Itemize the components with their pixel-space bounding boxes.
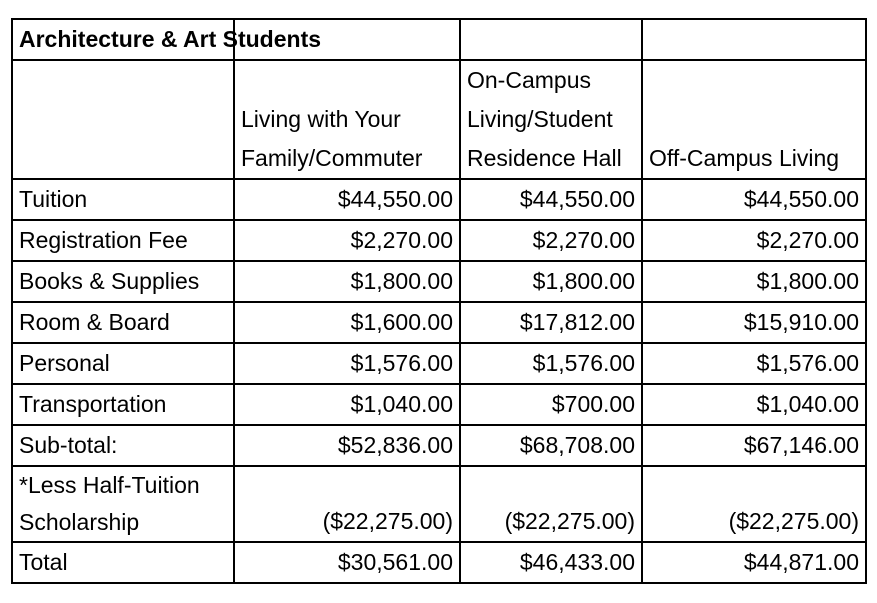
header-line: On-Campus [467, 67, 591, 93]
table-row-books-supplies [12, 261, 866, 302]
amount-cell: ($22,275.00) [234, 466, 460, 542]
title-row [12, 19, 866, 60]
cost-of-attendance-table [11, 18, 867, 584]
column-header-off-campus [642, 60, 866, 179]
amount-cell: $52,836.00 [234, 425, 460, 466]
label-line: *Less Half-Tuition [19, 472, 200, 498]
row-label: Room & Board [12, 302, 234, 343]
amount-cell: $1,576.00 [460, 343, 642, 384]
row-label: Transportation [12, 384, 234, 425]
amount-cell: $1,800.00 [234, 261, 460, 302]
table-row-scholarship [12, 466, 866, 542]
table-row-registration-fee [12, 220, 866, 261]
header-line: Living with Your [241, 106, 401, 132]
amount-cell: $1,576.00 [642, 343, 866, 384]
amount-cell: $44,550.00 [460, 179, 642, 220]
amount-cell: $17,812.00 [460, 302, 642, 343]
amount-cell: ($22,275.00) [460, 466, 642, 542]
amount-cell: $2,270.00 [234, 220, 460, 261]
table-row-tuition [12, 179, 866, 220]
table-row-total [12, 542, 866, 583]
amount-cell: $1,040.00 [642, 384, 866, 425]
amount-cell: $2,270.00 [642, 220, 866, 261]
amount-cell: $44,871.00 [642, 542, 866, 583]
amount-cell: $1,800.00 [460, 261, 642, 302]
row-label: Books & Supplies [12, 261, 234, 302]
header-line: Family/Commuter [241, 145, 423, 171]
row-label: Tuition [12, 179, 234, 220]
amount-cell: $15,910.00 [642, 302, 866, 343]
amount-cell: $700.00 [460, 384, 642, 425]
header-line: Residence Hall [467, 145, 622, 171]
row-label: Total [12, 542, 234, 583]
table-row-subtotal [12, 425, 866, 466]
amount-cell: $44,550.00 [234, 179, 460, 220]
empty-title-cell [642, 19, 866, 60]
header-line: Living/Student [467, 106, 613, 132]
row-label [12, 466, 234, 542]
row-label: Personal [12, 343, 234, 384]
row-label: Registration Fee [12, 220, 234, 261]
amount-cell: $1,040.00 [234, 384, 460, 425]
column-header-on-campus [460, 60, 642, 179]
table-row-personal [12, 343, 866, 384]
column-header-row [12, 60, 866, 179]
amount-cell: $68,708.00 [460, 425, 642, 466]
label-line: Scholarship [19, 509, 140, 535]
table-row-room-board [12, 302, 866, 343]
amount-cell: $1,576.00 [234, 343, 460, 384]
amount-cell: $1,800.00 [642, 261, 866, 302]
header-line [649, 100, 859, 139]
row-label: Sub-total: [12, 425, 234, 466]
amount-cell: $1,600.00 [234, 302, 460, 343]
amount-cell: $30,561.00 [234, 542, 460, 583]
empty-header-corner [12, 60, 234, 179]
table-row-transportation [12, 384, 866, 425]
header-line: Off-Campus Living [649, 145, 840, 171]
header-line [241, 61, 453, 100]
header-line [649, 61, 859, 100]
amount-cell: $2,270.00 [460, 220, 642, 261]
amount-cell: $46,433.00 [460, 542, 642, 583]
amount-cell: $44,550.00 [642, 179, 866, 220]
table-title: Architecture & Art Students [12, 19, 234, 60]
empty-title-cell [460, 19, 642, 60]
column-header-commuter [234, 60, 460, 179]
amount-cell: $67,146.00 [642, 425, 866, 466]
amount-cell: ($22,275.00) [642, 466, 866, 542]
